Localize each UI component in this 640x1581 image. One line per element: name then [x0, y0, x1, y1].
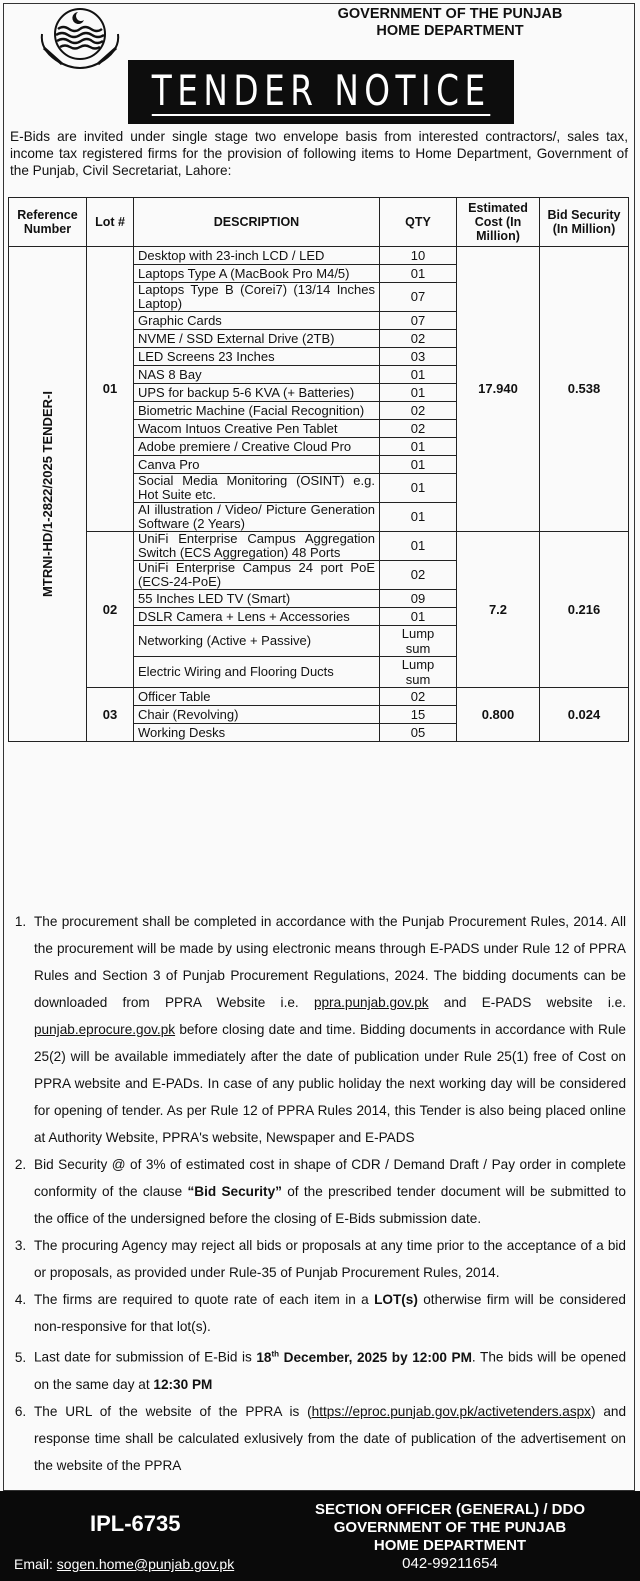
signoff-department: HOME DEPARTMENT [373, 1537, 527, 1554]
header-lot: Lot # [87, 198, 134, 247]
item-description: Adobe premiere / Creative Cloud Pro [134, 438, 380, 456]
page-title: TENDER NOTICE [151, 66, 491, 115]
item-qty: 02 [380, 420, 457, 438]
item-description: DSLR Camera + Lens + Accessories [134, 608, 380, 626]
item-qty: 02 [380, 402, 457, 420]
header-reference: Reference Number [9, 198, 87, 247]
item-description: Graphic Cards [134, 312, 380, 330]
item-qty: 01 [380, 366, 457, 384]
signoff-block [290, 1501, 610, 1573]
lot-number: 01 [87, 247, 134, 532]
item-qty: 10 [380, 247, 457, 265]
term-6: 6. The URL of the website of the PPRA is (https://eproc.punjab.gov.pk/activetenders.aspx) and response time shall be calculated exlusively from the date of publication of the advertisement on the website of the PPRA [30, 1398, 626, 1479]
table-row [9, 688, 629, 706]
term-2: 2. Bid Security @ of 3% of estimated cost in shape of CDR / Demand Draft / Pay order in complete conformity of the clause “Bid Security” of the prescribed tender document will be submitted to the office of the undersigned before the closing of E-Bids submission date. [30, 1151, 626, 1232]
item-description: NVME / SSD External Drive (2TB) [134, 330, 380, 348]
ppra-link[interactable]: ppra.punjab.gov.pk [313, 995, 429, 1010]
item-qty: 03 [380, 348, 457, 366]
item-description: Social Media Monitoring (OSINT) e.g. Hot Suite etc. [134, 474, 380, 503]
item-qty: 09 [380, 590, 457, 608]
item-description: UniFi Enterprise Campus 24 port PoE (ECS-24-PoE) [134, 561, 380, 590]
epads-link[interactable]: punjab.eprocure.gov.pk [34, 1022, 176, 1037]
item-description: Electric Wiring and Flooring Ducts [134, 657, 380, 688]
item-description: Biometric Machine (Facial Recognition) [134, 402, 380, 420]
item-description: Chair (Revolving) [134, 706, 380, 724]
tender-table [8, 197, 629, 742]
lot-bid-security: 0.538 [540, 247, 629, 532]
item-qty: 01 [380, 608, 457, 626]
active-tenders-link[interactable]: https://eproc.punjab.gov.pk/activetenders.aspx [311, 1403, 591, 1419]
item-description: Working Desks [134, 724, 380, 742]
signoff-title: SECTION OFFICER (GENERAL) / DDO [315, 1501, 585, 1518]
item-qty: 01 [380, 456, 457, 474]
lot-estimated-cost: 17.940 [457, 247, 540, 532]
item-description: Laptops Type A (MacBook Pro M4/5) [134, 265, 380, 283]
header-description: DESCRIPTION [134, 198, 380, 247]
item-qty: 01 [380, 384, 457, 402]
table-header-row [9, 198, 629, 247]
item-qty: 01 [380, 503, 457, 532]
intro-paragraph: E-Bids are invited under single stage two envelope basis from interested contractors/, sales tax, income tax registered firms for the provision of following items to Home Department, Government of the Punjab, Civil Secretariat, Lahore: [10, 129, 628, 178]
item-description: UPS for backup 5-6 KVA (+ Batteries) [134, 384, 380, 402]
lot-number: 02 [87, 532, 134, 688]
term-5: 5. Last date for submission of E-Bid is 18th December, 2025 by 12:00 PM. The bids will be opened on the same day at 12:30 PM [30, 1340, 626, 1398]
terms-list [8, 908, 626, 1479]
opening-time: 12:30 PM [153, 1376, 213, 1392]
item-qty: 15 [380, 706, 457, 724]
item-description: Networking (Active + Passive) [134, 626, 380, 657]
item-qty: 05 [380, 724, 457, 742]
lot-number: 03 [87, 688, 134, 742]
item-description: 55 Inches LED TV (Smart) [134, 590, 380, 608]
table-row [9, 247, 629, 265]
item-description: Laptops Type B (Corei7) (13/14 Inches Laptop) [134, 283, 380, 312]
item-description: Canva Pro [134, 456, 380, 474]
item-qty: 07 [380, 312, 457, 330]
header-qty: QTY [380, 198, 457, 247]
item-qty: 01 [380, 438, 457, 456]
item-qty: 01 [380, 265, 457, 283]
lot-bid-security: 0.216 [540, 532, 629, 688]
phone-number: 042-99211654 [402, 1555, 498, 1572]
footer [0, 1491, 640, 1581]
item-description: NAS 8 Bay [134, 366, 380, 384]
organization-heading [300, 6, 600, 40]
item-qty: 07 [380, 283, 457, 312]
item-description: Desktop with 23-inch LCD / LED [134, 247, 380, 265]
term-1: 1. The procurement shall be completed in accordance with the Punjab Procurement Rules, 2014. All the procurement will be made by using electronic means through E-PADS under Rule 12 of PPRA Rules and Section 3 of Punjab Procurement Regulations, 2024. The bidding documents can be downloaded from PPRA Website i.e. ppra.punjab.gov.pk and E-PADS website i.e. punjab.eprocure.gov.pk before closing date and time. Bidding documents in accordance with Rule 25(2) will be available immediately after the date of publication under Rule 25(1) free of Cost on PPRA website and E-PADs. In case of any public holiday the next working day will be considered for opening of tender. As per Rule 12 of PPRA Rules 2014, this Tender is also being placed online at Authority Website, PPRA's website, Newspaper and E-PADS [30, 908, 626, 1151]
item-qty: 02 [380, 561, 457, 590]
item-qty: Lump sum [380, 626, 457, 657]
header-bid-security: Bid Security (In Million) [540, 198, 629, 247]
lot-estimated-cost: 0.800 [457, 688, 540, 742]
item-description: Officer Table [134, 688, 380, 706]
reference-number: MTRNI-HD/1-2822/2025 TENDER-I [39, 391, 55, 597]
term-3: 3. The procuring Agency may reject all bids or proposals at any time prior to the acceptance of a bid or proposals, as provided under Rule-35 of Punjab Procurement Rules, 2014. [30, 1232, 626, 1286]
lot-estimated-cost: 7.2 [457, 532, 540, 688]
item-qty: 01 [380, 532, 457, 561]
item-description: Wacom Intuos Creative Pen Tablet [134, 420, 380, 438]
header-estimated-cost: Estimated Cost (In Million) [457, 198, 540, 247]
item-description: LED Screens 23 Inches [134, 348, 380, 366]
org-department: HOME DEPARTMENT [376, 23, 524, 39]
punjab-emblem-icon [34, 4, 126, 74]
item-qty: Lump sum [380, 657, 457, 688]
item-qty: 02 [380, 688, 457, 706]
ipl-number: IPL-6735 [90, 1511, 181, 1536]
org-government: GOVERNMENT OF THE PUNJAB [337, 6, 563, 22]
item-description: UniFi Enterprise Campus Aggregation Switch (ECS Aggregation) 48 Ports [134, 532, 380, 561]
term-4: 4. The firms are required to quote rate of each item in a LOT(s) otherwise firm will be considered non-responsive for that lot(s). [30, 1286, 626, 1340]
title-banner [128, 60, 514, 124]
email-link[interactable]: sogen.home@punjab.gov.pk [56, 1556, 235, 1572]
item-description: AI illustration / Video/ Picture Generation Software (2 Years) [134, 503, 380, 532]
deadline-date: 18th December, 2025 by 12:00 PM [256, 1349, 472, 1365]
lot-bid-security: 0.024 [540, 688, 629, 742]
table-row [9, 532, 629, 561]
reference-number-cell [9, 247, 87, 742]
item-qty: 02 [380, 330, 457, 348]
email-line: Email: sogen.home@punjab.gov.pk [14, 1556, 235, 1572]
item-qty: 01 [380, 474, 457, 503]
signoff-government: GOVERNMENT OF THE PUNJAB [333, 1519, 567, 1536]
